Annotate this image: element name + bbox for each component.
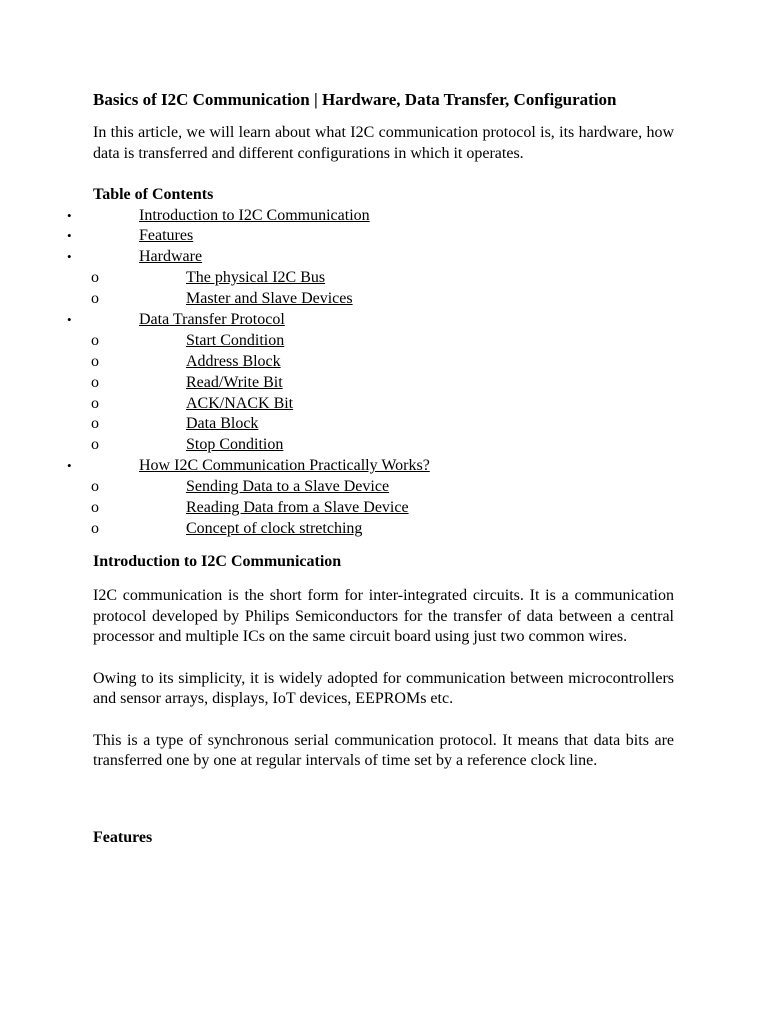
toc-subitem <box>93 414 674 435</box>
toc-subitem <box>93 373 674 394</box>
bullet-icon: • <box>67 311 72 327</box>
toc-heading: Table of Contents <box>93 186 214 203</box>
sub-bullet-icon: o <box>91 373 99 391</box>
toc-item <box>67 456 674 477</box>
toc-link[interactable]: Start Condition <box>186 331 285 349</box>
intro-paragraph-3: This is a type of synchronous serial communication protocol. It means that data bits are transferred one by one at regular intervals of time set by a reference clock line. <box>93 731 674 770</box>
toc-subitem <box>93 394 674 415</box>
toc-link[interactable]: The physical I2C Bus <box>186 269 326 287</box>
toc-link[interactable]: How I2C Communication Practically Works? <box>139 457 430 475</box>
toc-link[interactable]: Data Block <box>186 415 259 433</box>
section-heading-introduction: Introduction to I2C Communication <box>93 552 342 570</box>
toc-link[interactable]: Hardware <box>139 248 203 266</box>
bullet-icon: • <box>67 458 72 474</box>
sub-bullet-icon: o <box>91 478 99 496</box>
table-of-contents <box>67 206 674 540</box>
toc-link[interactable]: Introduction to I2C Communication <box>139 206 370 224</box>
toc-link[interactable]: Read/Write Bit <box>186 373 283 391</box>
bullet-icon: • <box>67 249 72 265</box>
toc-subitem <box>93 477 674 498</box>
toc-subitem <box>93 519 674 540</box>
intro-paragraph-1: I2C communication is the short form for inter-integrated circuits. It is a communication protocol developed by Philips Semiconductors for the transfer of data between a central processor and multiple ICs on the same circuit board using just two common wires. <box>93 587 674 646</box>
sub-bullet-icon: o <box>91 352 99 370</box>
section-heading-features: Features <box>93 828 153 846</box>
toc-link[interactable]: ACK/NACK Bit <box>186 394 294 412</box>
toc-item <box>67 226 674 247</box>
sub-bullet-icon: o <box>91 519 99 537</box>
toc-subitem <box>93 498 674 519</box>
toc-link[interactable]: Data Transfer Protocol <box>139 310 285 328</box>
toc-link[interactable]: Features <box>139 227 194 245</box>
toc-subitem <box>93 289 674 310</box>
toc-link[interactable]: Stop Condition <box>186 436 284 454</box>
bullet-icon: • <box>67 228 72 244</box>
toc-link[interactable]: Sending Data to a Slave Device <box>186 478 390 496</box>
sub-bullet-icon: o <box>91 394 99 412</box>
toc-subitem <box>93 268 674 289</box>
sub-bullet-icon: o <box>91 436 99 454</box>
toc-link[interactable]: Address Block <box>186 352 281 370</box>
sub-bullet-icon: o <box>91 269 99 287</box>
sub-bullet-icon: o <box>91 498 99 516</box>
sub-bullet-icon: o <box>91 290 99 308</box>
toc-link[interactable]: Reading Data from a Slave Device <box>186 498 409 516</box>
intro-paragraph: In this article, we will learn about what I2C communication protocol is, its hardware, how data is transferred and different configurations in which it operates. <box>93 124 674 162</box>
intro-paragraph-2: Owing to its simplicity, it is widely adopted for communication between microcontrollers and sensor arrays, displays, IoT devices, EEPROMs etc. <box>93 669 674 708</box>
toc-subitem <box>93 435 674 456</box>
toc-subitem <box>93 331 674 352</box>
document-page <box>67 88 674 848</box>
toc-item <box>67 247 674 268</box>
toc-item <box>67 206 674 227</box>
toc-item <box>67 310 674 331</box>
sub-bullet-icon: o <box>91 415 99 433</box>
toc-link[interactable]: Concept of clock stretching <box>186 519 363 537</box>
sub-bullet-icon: o <box>91 331 99 349</box>
toc-link[interactable]: Master and Slave Devices <box>186 290 353 308</box>
document-title: Basics of I2C Communication | Hardware, Data Transfer, Configuration <box>93 90 617 109</box>
toc-subitem <box>93 352 674 373</box>
bullet-icon: • <box>67 207 72 223</box>
